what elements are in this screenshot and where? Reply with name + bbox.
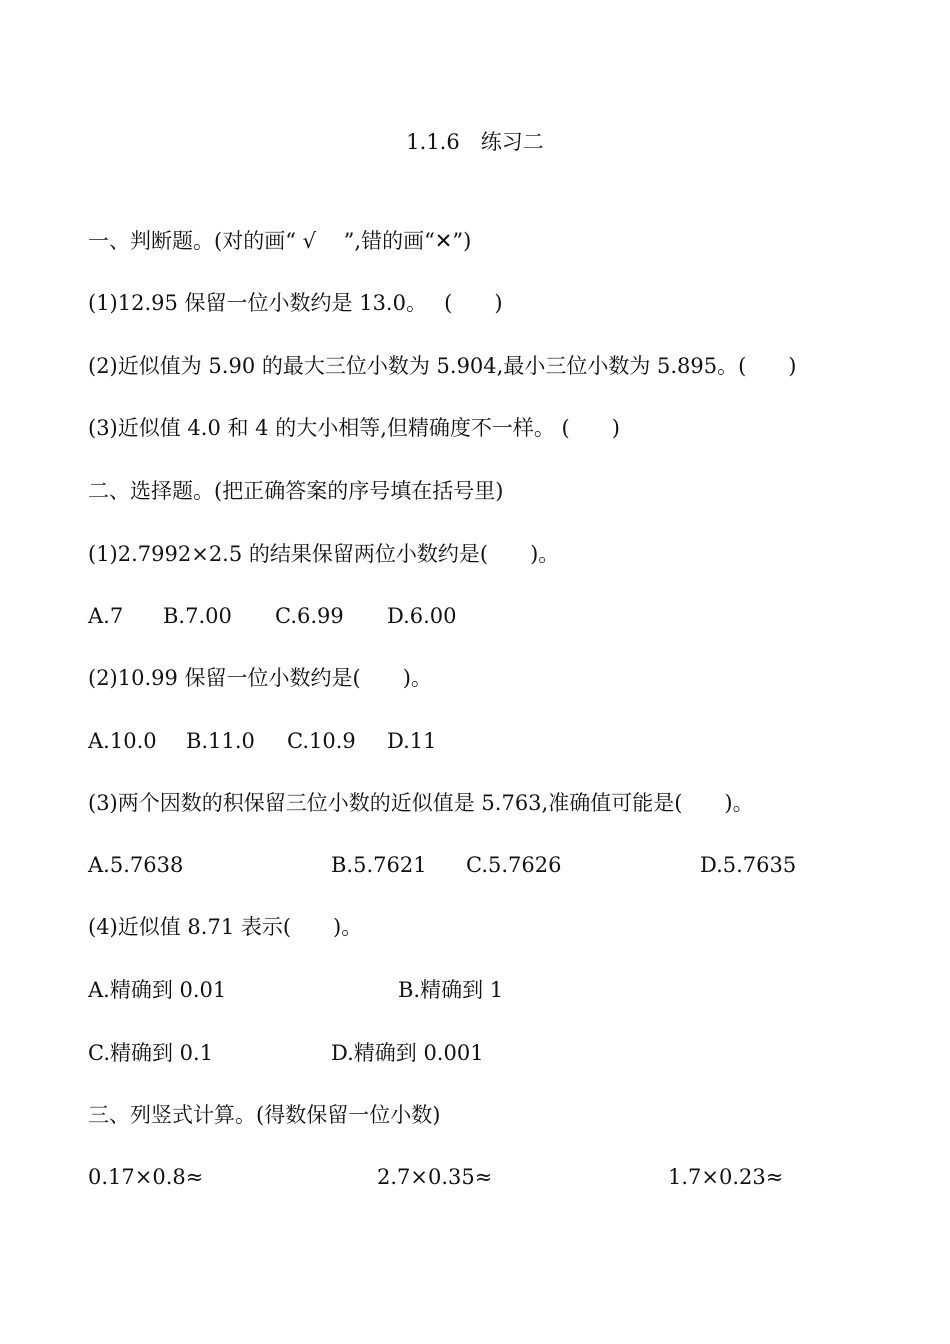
choice-q3-option-b: B.5.7621 xyxy=(331,853,427,877)
calc-problem-3: 1.7×0.23≈ xyxy=(668,1165,784,1189)
choice-q4-option-a: A.精确到 0.01 xyxy=(88,978,227,1002)
choice-q3-option-d: D.5.7635 xyxy=(700,853,797,877)
choice-question-2: (2)10.99 保留一位小数约是( )。 xyxy=(88,666,432,690)
section1-heading: 一、判断题。(对的画“ √ ”,错的画“✕”) xyxy=(88,229,472,253)
choice-q2-option-b: B.11.0 xyxy=(186,729,255,753)
choice-q4-option-b: B.精确到 1 xyxy=(398,978,504,1002)
choice-q2-option-d: D.11 xyxy=(387,729,437,753)
true-false-question-3: (3)近似值 4.0 和 4 的大小相等,但精确度不一样。 ( ) xyxy=(88,416,620,440)
true-false-question-2: (2)近似值为 5.90 的最大三位小数为 5.904,最小三位小数为 5.895。( ) xyxy=(88,354,797,378)
calc-problem-1: 0.17×0.8≈ xyxy=(88,1165,204,1189)
choice-q2-option-a: A.10.0 xyxy=(88,729,157,753)
calc-problem-2: 2.7×0.35≈ xyxy=(377,1165,493,1189)
choice-q1-option-c: C.6.99 xyxy=(275,604,344,628)
choice-q3-option-c: C.5.7626 xyxy=(466,853,562,877)
choice-question-1: (1)2.7992×2.5 的结果保留两位小数约是( )。 xyxy=(88,542,560,566)
choice-q4-option-d: D.精确到 0.001 xyxy=(331,1041,484,1065)
section2-heading: 二、选择题。(把正确答案的序号填在括号里) xyxy=(88,479,504,503)
choice-q1-option-b: B.7.00 xyxy=(163,604,232,628)
choice-question-3: (3)两个因数的积保留三位小数的近似值是 5.763,准确值可能是( )。 xyxy=(88,791,754,815)
choice-q1-option-a: A.7 xyxy=(88,604,124,628)
choice-q1-option-d: D.6.00 xyxy=(387,604,457,628)
choice-question-4: (4)近似值 8.71 表示( )。 xyxy=(88,915,363,939)
true-false-question-1: (1)12.95 保留一位小数约是 13.0。 ( ) xyxy=(88,291,503,315)
section3-heading: 三、列竖式计算。(得数保留一位小数) xyxy=(88,1103,441,1127)
choice-q3-option-a: A.5.7638 xyxy=(88,853,184,877)
page-title: 1.1.6 练习二 xyxy=(406,130,544,154)
choice-q2-option-c: C.10.9 xyxy=(287,729,356,753)
choice-q4-option-c: C.精确到 0.1 xyxy=(88,1041,214,1065)
